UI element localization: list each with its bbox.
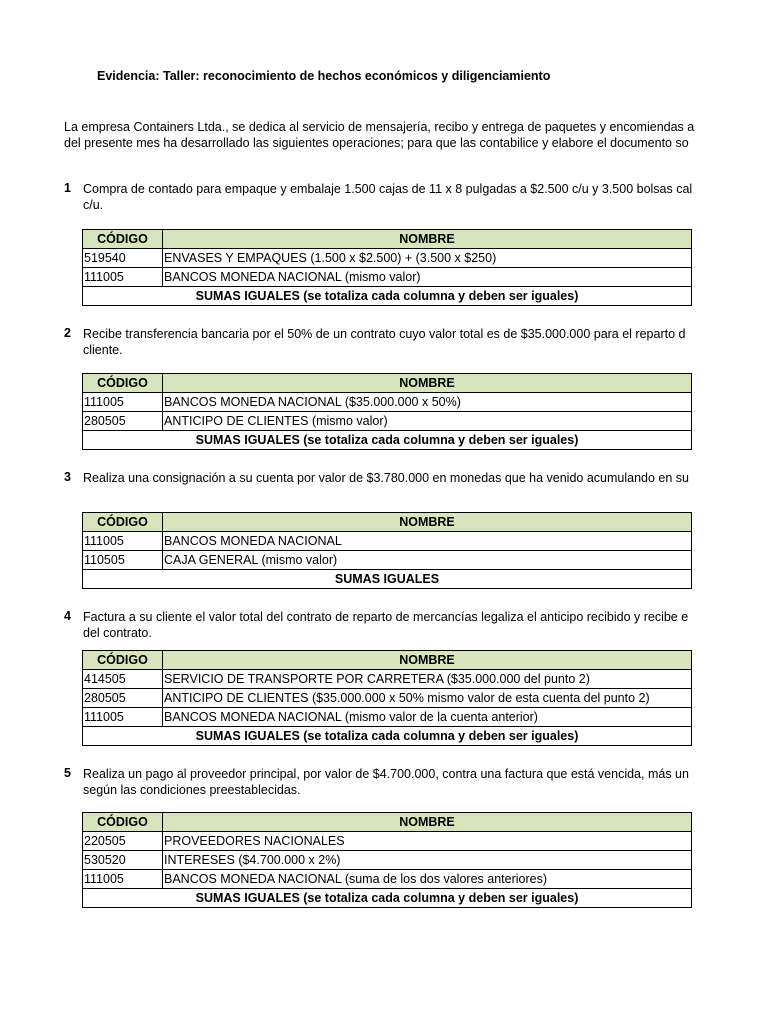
table-row <box>83 268 692 287</box>
column-header-code: CÓDIGO <box>83 813 163 832</box>
account-code: 111005 <box>83 268 163 287</box>
account-code: 519540 <box>83 249 163 268</box>
sum-row <box>83 570 692 589</box>
item-description-line: Realiza una consignación a su cuenta por valor de $3.780.000 en monedas que ha venido acumulando en su <box>83 471 689 485</box>
table-header-row <box>83 230 692 249</box>
account-code: 110505 <box>83 551 163 570</box>
account-name: BANCOS MONEDA NACIONAL <box>163 532 692 551</box>
account-code: 280505 <box>83 689 163 708</box>
column-header-name: NOMBRE <box>163 374 692 393</box>
item-description-line: Factura a su cliente el valor total del contrato de reparto de mercancías legaliza el anticipo recibido y recibe e <box>83 610 689 624</box>
item-description-line: Compra de contado para empaque y embalaje 1.500 cajas de 11 x 8 pulgadas a $2.500 c/u y 3.500 bolsas cal <box>83 182 693 196</box>
table-row <box>83 708 692 727</box>
ledger-table <box>82 650 692 746</box>
item-description <box>83 326 768 358</box>
account-name: ENVASES Y EMPAQUES (1.500 x $2.500) + (3.500 x $250) <box>163 249 692 268</box>
account-name: PROVEEDORES NACIONALES <box>163 832 692 851</box>
account-name: ANTICIPO DE CLIENTES ($35.000.000 x 50% mismo valor de esta cuenta del punto 2) <box>163 689 692 708</box>
item-description <box>83 609 768 641</box>
table-row <box>83 393 692 412</box>
column-header-name: NOMBRE <box>163 651 692 670</box>
column-header-code: CÓDIGO <box>83 513 163 532</box>
table-row <box>83 532 692 551</box>
intro-line: del presente mes ha desarrollado las siguientes operaciones; para que las contabilice y elabore el documento so <box>64 136 689 150</box>
item-number: 3 <box>64 470 71 484</box>
sum-label: SUMAS IGUALES (se totaliza cada columna y deben ser iguales) <box>83 727 692 746</box>
item-number: 4 <box>64 609 71 623</box>
item-description-line: del contrato. <box>83 626 152 640</box>
account-code: 414505 <box>83 670 163 689</box>
column-header-name: NOMBRE <box>163 813 692 832</box>
sum-row <box>83 727 692 746</box>
item-number: 2 <box>64 326 71 340</box>
sum-label: SUMAS IGUALES (se totaliza cada columna y deben ser iguales) <box>83 287 692 306</box>
table-header-row <box>83 651 692 670</box>
account-code: 111005 <box>83 393 163 412</box>
sum-label: SUMAS IGUALES (se totaliza cada columna y deben ser iguales) <box>83 431 692 450</box>
sum-row <box>83 287 692 306</box>
intro-paragraph <box>64 119 768 151</box>
intro-line: La empresa Containers Ltda., se dedica al servicio de mensajería, recibo y entrega de paquetes y encomiendas a <box>64 120 695 134</box>
column-header-code: CÓDIGO <box>83 230 163 249</box>
item-description <box>83 470 768 486</box>
account-name: INTERESES ($4.700.000 x 2%) <box>163 851 692 870</box>
account-code: 111005 <box>83 532 163 551</box>
item-description-line: Realiza un pago al proveedor principal, por valor de $4.700.000, contra una factura que está vencida, más un <box>83 767 689 781</box>
item-number: 1 <box>64 181 71 195</box>
table-header-row <box>83 513 692 532</box>
document-title: Evidencia: Taller: reconocimiento de hechos económicos y diligenciamiento <box>97 69 551 83</box>
table-row <box>83 551 692 570</box>
table-row <box>83 851 692 870</box>
item-description <box>83 766 768 798</box>
column-header-code: CÓDIGO <box>83 374 163 393</box>
table-row <box>83 412 692 431</box>
item-description-line: cliente. <box>83 343 123 357</box>
table-row <box>83 689 692 708</box>
account-name: BANCOS MONEDA NACIONAL (mismo valor) <box>163 268 692 287</box>
account-code: 111005 <box>83 708 163 727</box>
sum-label: SUMAS IGUALES (se totaliza cada columna y deben ser iguales) <box>83 889 692 908</box>
account-name: SERVICIO DE TRANSPORTE POR CARRETERA ($35.000.000 del punto 2) <box>163 670 692 689</box>
item-number: 5 <box>64 766 71 780</box>
sum-row <box>83 889 692 908</box>
sum-row <box>83 431 692 450</box>
account-name: ANTICIPO DE CLIENTES (mismo valor) <box>163 412 692 431</box>
column-header-code: CÓDIGO <box>83 651 163 670</box>
table-row <box>83 870 692 889</box>
account-name: BANCOS MONEDA NACIONAL (suma de los dos valores anteriores) <box>163 870 692 889</box>
item-description-line: Recibe transferencia bancaria por el 50% de un contrato cuyo valor total es de $35.000.000 para el reparto d <box>83 327 686 341</box>
column-header-name: NOMBRE <box>163 513 692 532</box>
item-description-line: c/u. <box>83 198 104 212</box>
table-row <box>83 832 692 851</box>
account-name: CAJA GENERAL (mismo valor) <box>163 551 692 570</box>
account-code: 111005 <box>83 870 163 889</box>
account-code: 530520 <box>83 851 163 870</box>
ledger-table <box>82 229 692 306</box>
item-description <box>83 181 768 213</box>
column-header-name: NOMBRE <box>163 230 692 249</box>
account-code: 280505 <box>83 412 163 431</box>
table-row <box>83 249 692 268</box>
ledger-table <box>82 373 692 450</box>
ledger-table <box>82 512 692 589</box>
sum-label: SUMAS IGUALES <box>83 570 692 589</box>
table-row <box>83 670 692 689</box>
table-header-row <box>83 813 692 832</box>
table-header-row <box>83 374 692 393</box>
account-code: 220505 <box>83 832 163 851</box>
ledger-table <box>82 812 692 908</box>
account-name: BANCOS MONEDA NACIONAL ($35.000.000 x 50%) <box>163 393 692 412</box>
item-description-line: según las condiciones preestablecidas. <box>83 783 301 797</box>
account-name: BANCOS MONEDA NACIONAL (mismo valor de la cuenta anterior) <box>163 708 692 727</box>
